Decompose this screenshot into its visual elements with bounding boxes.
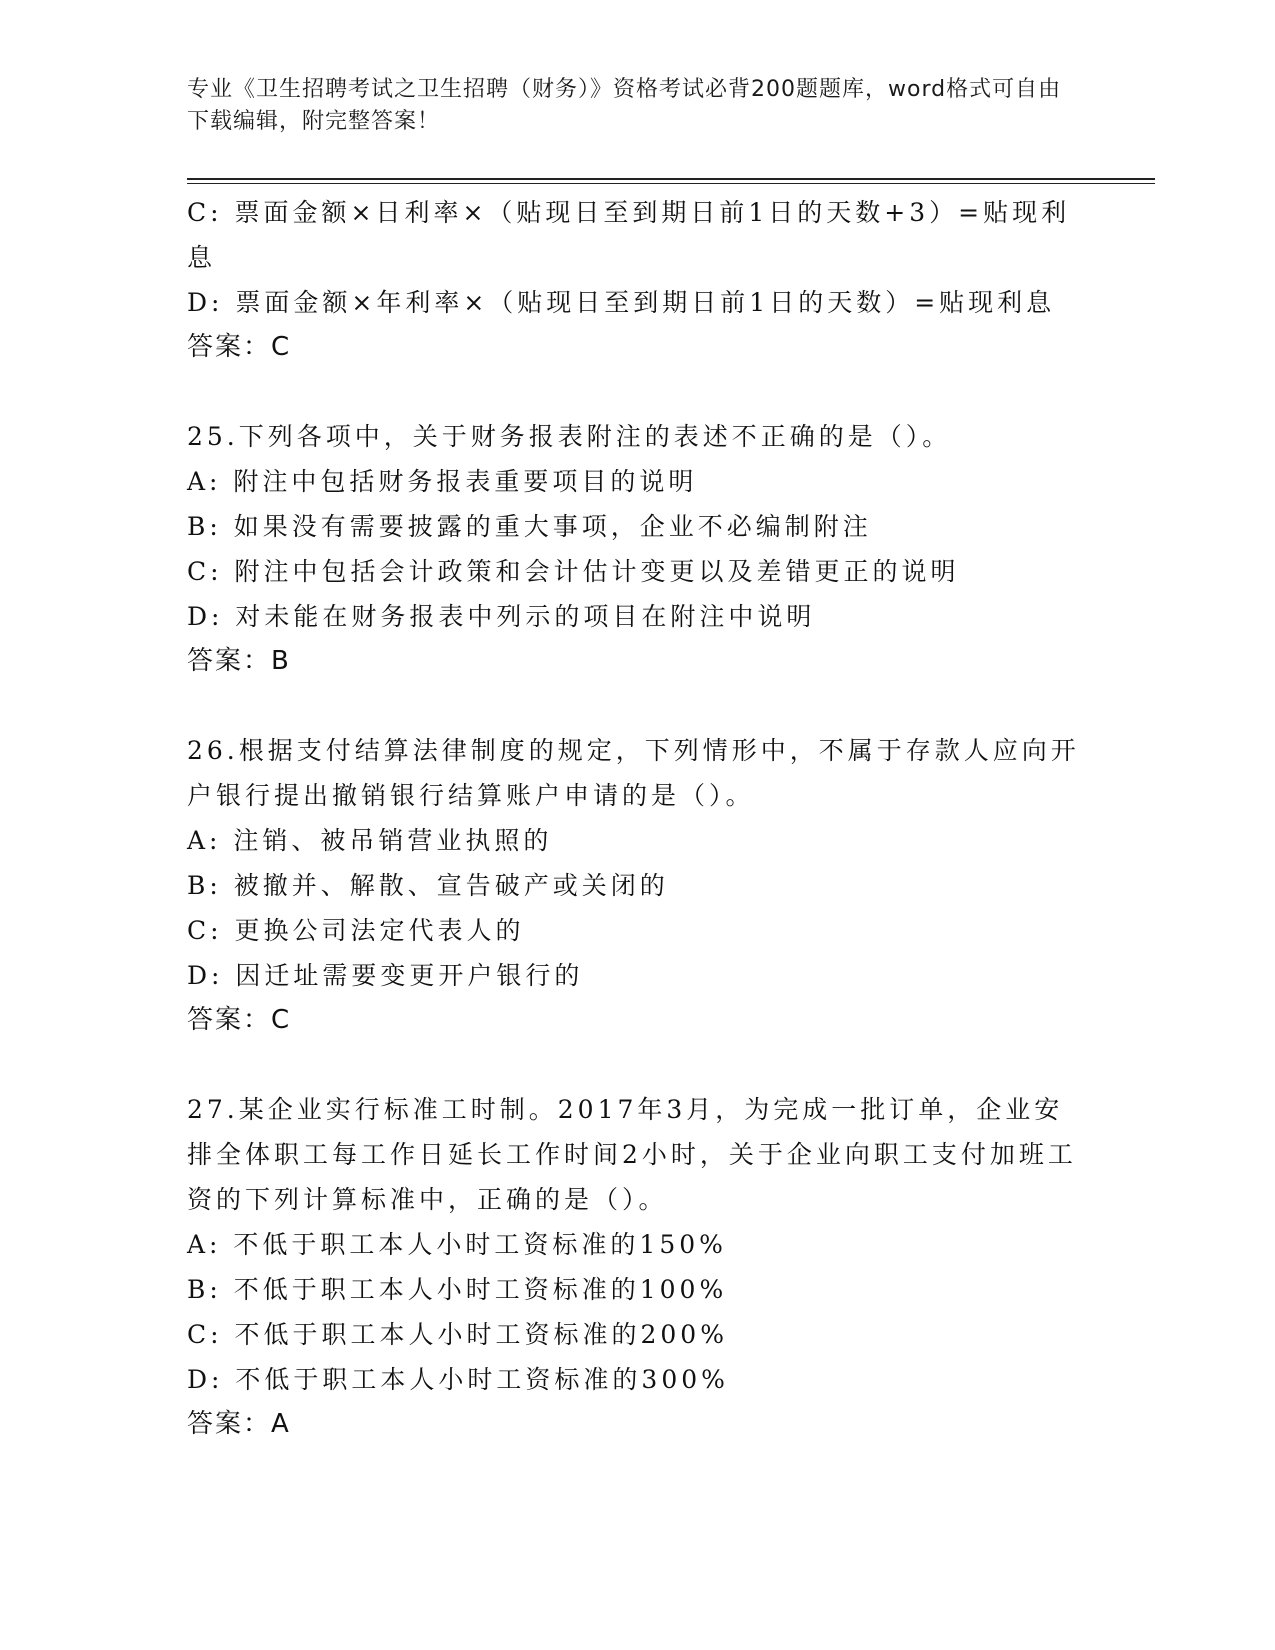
question-27 <box>187 1087 1087 1447</box>
option-c: C: 更换公司法定代表人的 <box>187 916 525 945</box>
option-d: D: 不低于职工本人小时工资标准的300% <box>187 1365 729 1394</box>
question-stem: 25.下列各项中，关于财务报表附注的表述不正确的是（）。 <box>187 422 952 451</box>
question-25 <box>187 414 1087 684</box>
option-a: A: 附注中包括财务报表重要项目的说明 <box>187 467 698 496</box>
answer-line: 答案：A <box>187 1409 291 1439</box>
header-rule-thin <box>187 183 1155 184</box>
document-body <box>187 190 1087 1447</box>
option-d: D: 对未能在财务报表中列示的项目在附注中说明 <box>187 602 816 631</box>
header-rule-thick <box>187 178 1155 180</box>
option-c: C: 不低于职工本人小时工资标准的200% <box>187 1320 728 1349</box>
page-header: 专业《卫生招聘考试之卫生招聘（财务）》资格考试必背200题题库，word格式可自由下载编辑，附完整答案！ <box>187 77 1062 134</box>
answer-line: 答案：C <box>187 1005 292 1035</box>
option-c: C: 票面金额×日利率×（贴现日至到期日前1日的天数+3）=贴现利息 <box>187 198 1071 272</box>
continued-question <box>187 190 1087 370</box>
answer-line: 答案：C <box>187 332 292 362</box>
option-b: B: 不低于职工本人小时工资标准的100% <box>187 1275 728 1304</box>
question-stem: 26.根据支付结算法律制度的规定，下列情形中，不属于存款人应向开户银行提出撤销银行结算账户申请的是（）。 <box>187 736 1080 810</box>
option-b: B: 如果没有需要披露的重大事项，企业不必编制附注 <box>187 512 872 541</box>
question-26 <box>187 728 1087 1043</box>
option-d: D: 因迁址需要变更开户银行的 <box>187 961 584 990</box>
question-stem: 27.某企业实行标准工时制。2017年3月，为完成一批订单，企业安排全体职工每工作日延长工作时间2小时，关于企业向职工支付加班工资的下列计算标准中，正确的是（）。 <box>187 1095 1077 1214</box>
option-b: B: 被撤并、解散、宣告破产或关闭的 <box>187 871 669 900</box>
option-d: D: 票面金额×年利率×（贴现日至到期日前1日的天数）=贴现利息 <box>187 288 1056 317</box>
answer-line: 答案：B <box>187 646 291 676</box>
option-a: A: 注销、被吊销营业执照的 <box>187 826 553 855</box>
option-c: C: 附注中包括会计政策和会计估计变更以及差错更正的说明 <box>187 557 960 586</box>
option-a: A: 不低于职工本人小时工资标准的150% <box>187 1230 727 1259</box>
